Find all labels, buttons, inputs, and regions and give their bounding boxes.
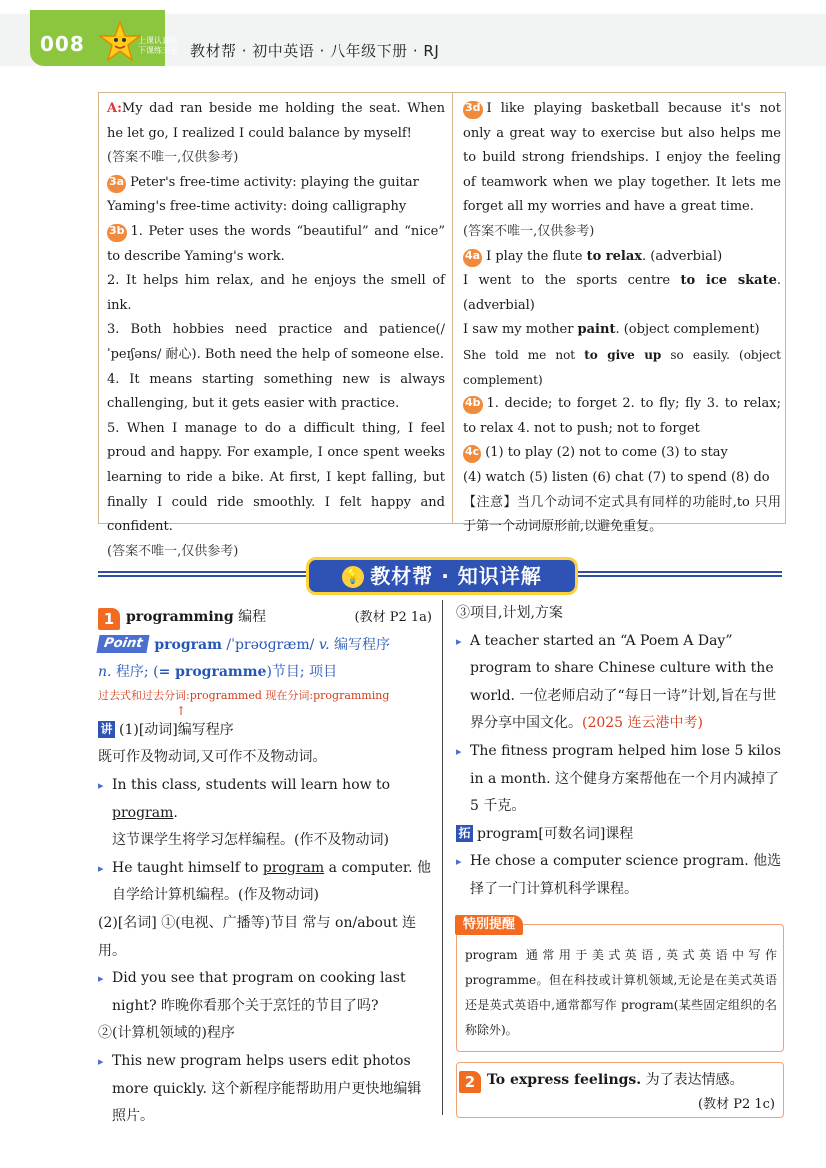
answer-3b-2: 2. It helps him relax, and he enjoys the smell of ink.	[107, 273, 445, 313]
sense-2: (2)[名词] ①(电视、广播等)节目 常与 on/about 连用。	[98, 914, 417, 959]
answer-4b-text: 1. decide; to forget 2. to fly; fly 3. to relax; to relax 4. not to push; not to forget	[463, 396, 781, 436]
tuo-badge: 拓	[456, 825, 473, 842]
sense-2c: ③项目,计划,方案	[456, 605, 563, 621]
answer-a-label: A:	[107, 101, 122, 116]
extension	[456, 821, 786, 849]
slogan-line-2: 下课练天星	[138, 46, 178, 55]
answer-3b-5: 5. When I manage to do a difficult thing, I feel proud and happy. For example, I once spent weeks learning to ride a bike. At first, I kept falling, but finally I could ride smoothly. I felt happy and confident.	[107, 420, 445, 535]
text: She told me not	[463, 347, 585, 362]
example-3: ▸ Did you see that program on cooking last night? 昨晚你看那个关于烹饪的节目了吗?	[98, 965, 432, 1020]
answer-note: (答案不唯一,仅供参考)	[107, 150, 239, 166]
exam-source: (2025 连云港中考)	[582, 715, 704, 732]
bold-text: = programme	[158, 664, 267, 681]
answer-4c-note: 【注意】当几个动词不定式具有同样的功能时,to 只用于第一个动词原形前,以避免重复。	[463, 494, 781, 535]
entry-word: programming	[126, 609, 234, 625]
answer-4a-2	[463, 269, 781, 318]
text: 程序; (	[115, 664, 159, 681]
lightbulb-icon: 💡	[342, 566, 364, 588]
page-header	[0, 0, 826, 72]
bold-text: to give up	[584, 347, 662, 362]
point-line	[98, 632, 432, 660]
answer-4b	[463, 392, 781, 441]
sense-2b: ②(计算机领域的)程序	[98, 1025, 235, 1042]
bold-text: paint	[577, 322, 616, 338]
column-divider	[442, 600, 443, 1115]
source-ref: (教材 P2 1c)	[698, 1097, 775, 1112]
entry-phrase: To express feelings.	[487, 1072, 642, 1088]
answer-3b-1	[107, 220, 445, 269]
answer-3d	[463, 97, 781, 220]
tag-3a: 3a	[107, 175, 126, 193]
banner-title: 教材帮 · 知识详解	[370, 564, 542, 588]
slogan	[138, 36, 178, 56]
underlined-text: program	[262, 859, 325, 876]
underlined-text: program	[112, 804, 174, 821]
banner-rule-right	[576, 571, 782, 577]
answer-column-left	[107, 97, 445, 564]
text: In this class, students will learn how to	[112, 776, 391, 793]
slogan-line-1: 上课认真听	[138, 36, 178, 45]
answer-4a-3	[463, 318, 781, 343]
word-forms: 过去式和过去分词:programmed 现在分词:programming	[98, 688, 390, 702]
example-6: ▸ The fitness program helped him lose 5 kilos in a month. 这个健身方案帮他在一个月内减掉了 5 千克。	[456, 738, 786, 821]
answer-3b-3: 3. Both hobbies need practice and patience(/ˈpeɪʃəns/ 耐心). Both need the help of someone else.	[107, 322, 445, 362]
answer-4c-line1: (1) to play (2) not to come (3) to stay	[485, 445, 728, 461]
text: . (object complement)	[615, 322, 760, 338]
point-word: program	[154, 636, 222, 653]
part-of-speech: n.	[98, 664, 112, 681]
text: )节目; 项目	[266, 664, 338, 681]
extension-text: program[可数名词]课程	[477, 825, 634, 842]
example-2	[98, 855, 432, 910]
answer-3d-text: I like playing basketball because it's not only a great way to exercise but also helps me to build strong friendships. I enjoy the feeling of teamwork when we play together. It lets me forget all my worries and have a great time.	[463, 101, 781, 215]
section-banner	[306, 557, 578, 595]
point-badge: Point	[96, 635, 150, 653]
sense-1-text: (1)[动词]编写程序	[119, 721, 234, 738]
answer-column-right	[463, 97, 781, 540]
noun-line	[98, 659, 432, 687]
example-7: ▸ He chose a computer science program. 他选择了一门计算机科学课程。	[456, 848, 786, 903]
entry-1-heading	[98, 604, 432, 632]
answer-3b-4: 4. It means starting something new is always challenging, but it gets easier with practice.	[107, 371, 445, 412]
tip-text: program 通常用于美式英语,英式英语中写作 programme。但在科技或计算机领域,无论是在美式英语还是英式英语中,通常都写作 program(某些固定组织的名称除外)。	[465, 948, 777, 1037]
text: .	[173, 804, 178, 821]
answer-note: (答案不唯一,仅供参考)	[107, 543, 239, 559]
phonetic: /ˈprəʊɡræm/	[226, 636, 315, 653]
text: . (adverbial)	[642, 248, 723, 264]
answer-3b-1-text: 1. Peter uses the words “beautiful” and “nice” to describe Yaming's work.	[107, 223, 445, 264]
banner-rule-left	[98, 571, 308, 577]
sense-1	[98, 717, 432, 745]
tag-4b: 4b	[463, 396, 483, 414]
answer-3a-yaming: Yaming's free-time activity: doing calligraphy	[107, 199, 407, 215]
tag-3d: 3d	[463, 101, 483, 119]
bold-text: to relax	[586, 248, 643, 264]
answer-3a-peter: Peter's free-time activity: playing the guitar	[130, 174, 419, 190]
text: I play the flute	[486, 248, 587, 264]
entry-2-box	[456, 1062, 784, 1118]
text: a computer. 他自学给计算机编程。(作及物动词)	[112, 859, 431, 904]
text: I went to the sports centre	[463, 273, 681, 289]
example-4: ▸ This new program helps users edit photos more quickly. 这个新程序能帮助用户更快地编辑照片。	[98, 1048, 432, 1131]
tip-box	[456, 917, 784, 1052]
book-title: 教材帮 · 初中英语 · 八年级下册 · RJ	[190, 42, 440, 60]
sense-1-note: 既可作及物动词,又可作不及物动词。	[98, 749, 327, 766]
tip-label: 特别提醒	[455, 915, 523, 935]
up-arrow-icon: ↑	[176, 703, 187, 718]
tag-4a: 4a	[463, 249, 482, 267]
example-1	[98, 772, 432, 827]
entry-word-cn: 编程	[238, 609, 267, 625]
knowledge-column-left	[98, 604, 432, 1131]
page-number: 008	[40, 32, 85, 56]
answer-4c	[463, 441, 781, 466]
entry-2-heading	[459, 1069, 744, 1093]
bold-text: to ice skate	[680, 273, 777, 289]
example-5-text: A teacher started an “A Poem A Day” program to share Chinese culture with the world. 一位老师启动了“每日一诗”计划,旨在与世界分享中国文化。	[470, 632, 777, 732]
tag-3b: 3b	[107, 224, 127, 242]
star-mascot-icon	[98, 20, 142, 64]
answer-4c-line2: (4) watch (5) listen (6) chat (7) to spend (8) do	[463, 469, 770, 485]
jiang-badge: 讲	[98, 721, 115, 738]
entry-number-1: 1	[98, 608, 120, 630]
answer-a-text: My dad ran beside me holding the seat. When he let go, I realized I could balance by myself!	[107, 101, 445, 141]
answer-divider	[452, 93, 453, 523]
text: . (adverbial)	[463, 273, 781, 313]
knowledge-column-right	[456, 600, 786, 904]
entry-phrase-cn: 为了表达情感。	[645, 1072, 744, 1088]
part-of-speech: v.	[318, 636, 330, 653]
example-5	[456, 628, 786, 738]
answer-4a-1	[463, 245, 781, 270]
source-ref: (教材 P2 1a)	[354, 610, 432, 625]
answer-box	[98, 92, 786, 559]
tag-4c: 4c	[463, 445, 481, 463]
text: I saw my mother	[463, 322, 578, 338]
answer-a	[107, 97, 445, 146]
answer-4a-4	[463, 343, 781, 392]
answer-note: (答案不唯一,仅供参考)	[463, 223, 595, 239]
example-1-cn: 这节课学生将学习怎样编程。(作不及物动词)	[112, 832, 389, 849]
point-meaning: 编写程序	[334, 636, 391, 653]
entry-number-2: 2	[459, 1071, 481, 1093]
text: He taught himself to	[112, 859, 263, 876]
answer-3a	[107, 171, 445, 196]
text: so easily. (object complement)	[463, 347, 781, 387]
